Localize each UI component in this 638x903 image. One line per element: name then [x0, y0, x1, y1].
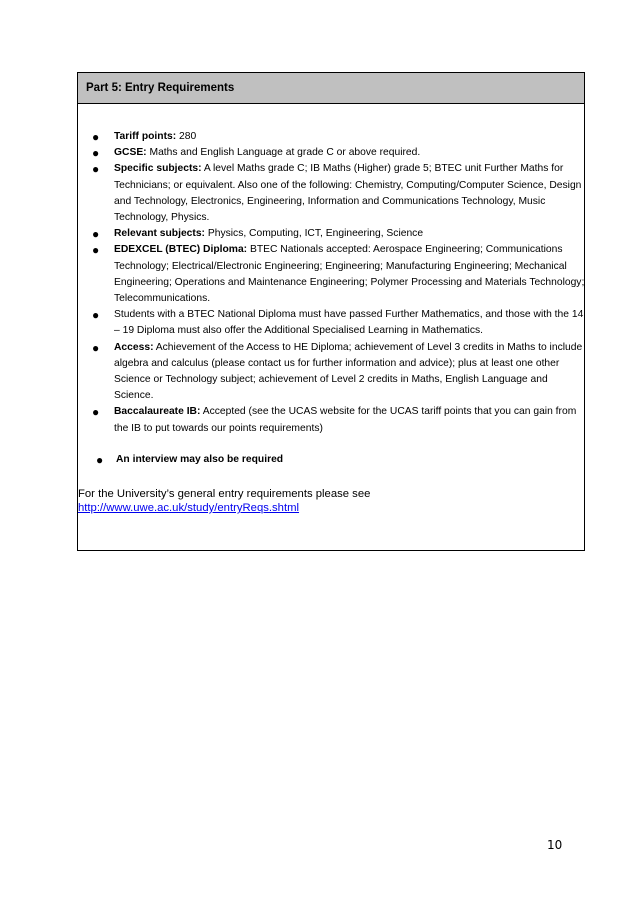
list-item: ● Relevant subjects: Physics, Computing, ICT, Engineering, Science [92, 227, 424, 242]
bullet-icon: ● [96, 453, 104, 467]
list-item: ● EDEXCEL (BTEC) Diploma: BTEC Nationals accepted: Aerospace Engineering; Communications Technology; Electrical/Electronic Engineering; Engineering; Manufacturing Engineering; Mechanical Engineering; Operations and Maintenance Engineering; Polymer Processing and Materials Technology; Telecommunications. [92, 243, 585, 305]
list-item: ● GCSE: Maths and English Language at grade C or above required. [92, 146, 421, 161]
list-item: ● Access: Achievement of the Access to HE Diploma; achievement of Level 3 credits in Maths to include algebra and calculus (please contact us for further information and advice); plus at least one other Science or Technology subject; achievement of Level 2 credits in Maths, English Language and Science. [92, 340, 583, 402]
bullet-icon: ● [92, 405, 100, 420]
bullet-icon: ● [92, 162, 100, 177]
bullet-icon: ● [92, 130, 100, 144]
list-item: ● Tariff points: 280 [92, 130, 197, 144]
entry-requirements-box: Part 5: Entry Requirements ● Tariff points: 280 ● GCSE: Maths and English Language at grade C or above required. ● Specific subjects: A level Maths grade C; IB Maths (Higher) grade 5; BTEC unit Further Maths for Technicians; or equivalent. Also one of the following: Chemistry, Computing/Computer Science, Design and Technology, Electronics, Engineering, Information and Communications Technology, Music Technology, Physics. ● Relevant subjects: Physics, Computing, ICT, Engineering, Science ● EDEXCEL (BTEC) Diploma: BTEC Nationals accepted: Aerospace Engineering; Communications Technology; Electrical/Electronic Engineering; Engineering; Manufacturing Engineering; Mechanical Engineering; Operations and Maintenance Engineering; Polymer Processing and Materials Technology; Telecommunications. ● Students with a BTEC National Diploma must have passed Further Mathematics, and those with the 14 – 19 Diploma must also offer the Additional Specialised Learning in Mathematics. ● Access: Achievement of the Access to HE Diploma; achievement of Level 3 credits in Maths to include algebra and calculus (please contact us for further information and advice); plus at least one other Science or Technology subject; achievement of Level 2 credits in Maths, English Language and Science. ● Baccalaureate IB: Accepted (see the UCAS website for the UCAS tariff points that you can gain from the IB to put towards our points requirements) ● An interview may also be required For the University’s general entry requirements please see http://www.uwe.ac.uk/study/entryReqs.shtml [77, 72, 585, 551]
bullet-icon: ● [92, 146, 100, 161]
entry-requirements-link[interactable]: http://www.uwe.ac.uk/study/entryReqs.shtml [78, 502, 300, 514]
section-header: Part 5: Entry Requirements [78, 73, 584, 104]
requirements-list [78, 129, 586, 437]
list-item: ● Students with a BTEC National Diploma must have passed Further Mathematics, and those with the 14 – 19 Diploma must also offer the Additional Specialised Learning in Mathematics. [92, 308, 584, 337]
general-requirements [78, 487, 370, 515]
bullet-icon: ● [92, 308, 100, 323]
bullet-icon: ● [92, 340, 100, 355]
list-item: ● Baccalaureate IB: Accepted (see the UCAS website for the UCAS tariff points that you can gain from the IB to put towards our points requirements) [92, 405, 577, 434]
general-requirements-text: For the University’s general entry requirements please see [78, 488, 371, 500]
page-number: 10 [547, 838, 563, 852]
bullet-icon: ● [92, 243, 100, 258]
bullet-icon: ● [92, 227, 100, 242]
list-item: ● Specific subjects: A level Maths grade C; IB Maths (Higher) grade 5; BTEC unit Further Maths for Technicians; or equivalent. Also one of the following: Chemistry, Computing/Computer Science, Design and Technology, Electronics, Engineering, Information and Communications Technology, Music Technology, Physics. [92, 162, 582, 224]
